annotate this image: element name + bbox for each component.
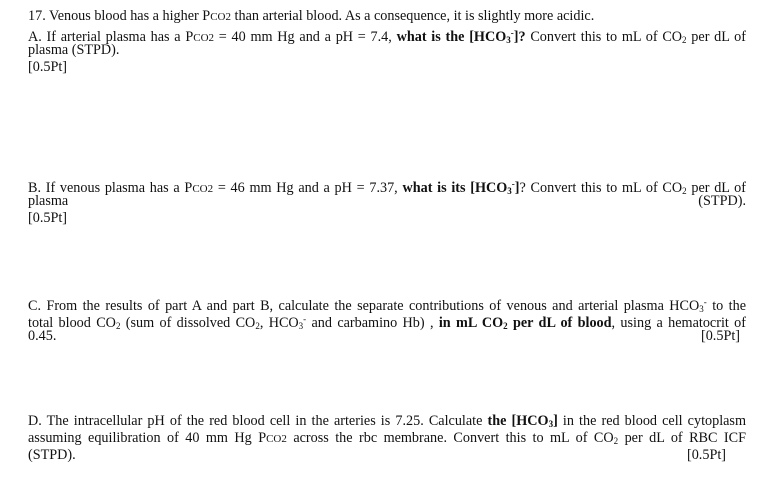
part-a-line-2: plasma (STPD). xyxy=(28,42,120,58)
part-c-line-2: total blood $CO_2$ (sum of dissolved $CO_2$, $HCO_3^-$ and carbamino Hb) , in mL $CO_2$ per dL of blood, using a hematocrit of xyxy=(28,314,746,331)
part-d-line-1: D. The intracellular pH of the red blood cell in the arteries is 7.25. Calculate the $[HCO_3]$ in the red blood cell cytoplasm xyxy=(28,413,746,429)
part-d-question: the $[HCO_3]$ xyxy=(487,413,558,429)
part-b-line-2: plasma (STPD). xyxy=(28,193,746,209)
part-d-points: [0.5Pt] xyxy=(686,447,726,463)
part-a-line-1: A. If arterial plasma has a PCO2 = 40 mm Hg and a pH = 7.4, what is the $[HCO_3^-]$? Convert this to mL of $CO_2$ per dL of xyxy=(28,28,746,45)
part-c-points: [0.5Pt] xyxy=(700,328,740,344)
part-d-line-2: assuming equilibration of 40 mm Hg PCO2 across the rbc membrane. Convert this to mL of $CO_2$ per dL of RBC ICF xyxy=(28,430,746,446)
part-c-line-3: 0.45. [0.5Pt] xyxy=(28,328,746,345)
part-c-line-1: C. From the results of part A and part B, calculate the separate contributions of venous and arterial plasma $HCO_3^-$ to the xyxy=(28,297,746,314)
part-a-question: what is the $[HCO_3^-]$? xyxy=(396,28,526,45)
part-a-points: [0.5Pt] xyxy=(28,59,68,75)
part-d-line-3: (STPD). [0.5Pt] xyxy=(28,447,746,464)
question-17-intro-line: 17. Venous blood has a higher PCO2 than arterial blood. As a consequence, it is slightly more acidic. xyxy=(28,8,595,24)
part-b-question: what is its $[HCO_3^-]$ xyxy=(402,179,520,196)
part-c-emphasis: in mL $CO_2$ per dL of blood xyxy=(438,315,612,331)
part-b-line-1: B. If venous plasma has a PCO2 = 46 mm Hg and a pH = 7.37, what is its $[HCO_3^-]$? Convert this to mL of $CO_2$ per dL of xyxy=(28,179,746,196)
part-b-points: [0.5Pt] xyxy=(28,210,68,226)
